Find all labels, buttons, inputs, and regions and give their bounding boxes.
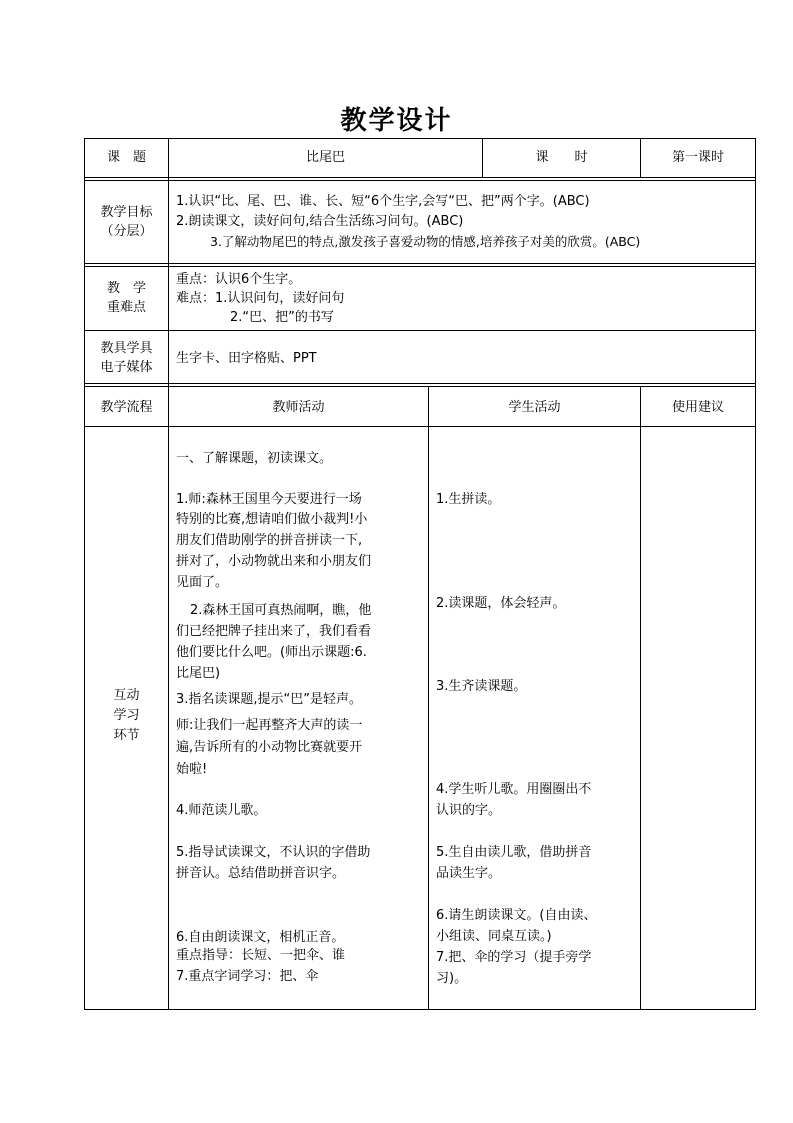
key-points-content: [176, 270, 746, 327]
student-line: 习)。: [436, 971, 468, 986]
teacher-line: 师:让我们一起再整齐大声的读一: [176, 718, 363, 733]
media-label: [85, 339, 168, 377]
teacher-line: 3.指名读课题,提示“巴”是轻声。: [176, 692, 363, 707]
teacher-line: 他们要比什么吧。(师出示课题:6.: [176, 645, 367, 660]
flow-teacher-header: 教师活动: [272, 400, 325, 415]
goals-label-line1: 教学目标: [100, 205, 153, 220]
key-points-label-line1: 教 学: [106, 281, 146, 296]
goals-label-line2: （分层）: [100, 224, 153, 239]
teacher-line: 始啦!: [176, 762, 208, 777]
student-line: 2.读课题，体会轻声。: [436, 596, 566, 611]
teacher-line: 7.重点字词学习：把、伞: [176, 969, 319, 984]
goal-item-3: 3.了解动物尾巴的特点,激发孩子喜爱动物的情感,培养孩子对美的欣赏。(ABC): [210, 234, 641, 249]
goal-item-2: 2.朗读课文，读好问句,结合生活练习问句。(ABC): [176, 214, 464, 229]
goal-item-1: 1.认识“比、尾、巴、谁、长、短“6个生字,会写“巴、把”两个字。(ABC): [176, 194, 590, 209]
teacher-line: 拼对了，小动物就出来和小朋友们: [176, 554, 372, 569]
student-line: 6.请生朗读课文。(自由读、: [436, 908, 597, 923]
teacher-line: 1.师:森林王国里今天要进行一场: [176, 492, 362, 507]
student-line: 5.生自由读儿歌，借助拼音: [436, 845, 592, 860]
teacher-line: 重点指导：长短、一把伞、谁: [176, 948, 346, 963]
media-label-line2: 电子媒体: [100, 360, 153, 375]
teacher-line: 特别的比赛,想请咱们做小裁判!小: [176, 512, 368, 527]
flow-student-header: 学生活动: [508, 400, 561, 415]
teacher-line: 4.师范读儿歌。: [176, 803, 267, 818]
interactive-label: [85, 686, 168, 746]
student-line: 1.生拼读。: [436, 492, 501, 507]
period-value: 第一课时: [671, 150, 724, 165]
key-point-difficulty-2: 2.“巴、把”的书写: [230, 310, 334, 325]
student-line: 小组读、同桌互读。): [436, 929, 552, 944]
key-points-label: [85, 279, 168, 317]
interactive-label-line1: 互动: [113, 688, 140, 703]
flow-process-header: 教学流程: [100, 400, 153, 415]
flow-advice-header: 使用建议: [671, 400, 724, 415]
student-line: 7.把、伞的学习（提手旁学: [436, 950, 592, 965]
key-point-difficulty-1: 难点：1.认识问句，读好问句: [176, 291, 345, 306]
teacher-line: 一、了解课题，初读课文。: [176, 451, 333, 466]
course-title: 比尾巴: [305, 150, 345, 165]
media-value: 生字卡、田字格贴、PPT: [176, 351, 317, 366]
period-label: 课 时: [535, 150, 588, 165]
key-point-focus: 重点：认识6个生字。: [176, 272, 302, 287]
key-points-label-line2: 重难点: [106, 300, 146, 315]
goals-list: [176, 192, 755, 252]
document-title: 教学设计: [340, 106, 453, 136]
teacher-line: 2.森林王国可真热闹啊，瞧，他: [190, 603, 372, 618]
interactive-label-line3: 环节: [113, 728, 140, 743]
course-label: 课 题: [106, 150, 146, 165]
interactive-label-line2: 学习: [113, 708, 140, 723]
teacher-line: 遍,告诉所有的小动物比赛就要开: [176, 740, 363, 755]
student-line: 4.学生听儿歌。用圈圈出不: [436, 782, 592, 797]
teacher-line: 6.自由朗读课文，相机正音。: [176, 930, 345, 945]
teacher-line: 比尾巴): [176, 666, 221, 681]
student-line: 认识的字。: [436, 803, 502, 818]
teacher-line: 拼音认。总结借助拼音识字。: [176, 866, 346, 881]
student-line: 3.生齐读课题。: [436, 679, 527, 694]
teacher-line: 见面了。: [176, 575, 229, 590]
teacher-line: 们已经把牌子挂出来了，我们看看: [176, 624, 372, 639]
teacher-line: 5.指导试读课文，不认识的字借助: [176, 845, 371, 860]
goals-label: [85, 203, 168, 241]
student-line: 品读生字。: [436, 866, 502, 881]
teacher-line: 朋友们借助刚学的拼音拼读一下,: [176, 533, 363, 548]
media-label-line1: 教具学具: [100, 341, 153, 356]
